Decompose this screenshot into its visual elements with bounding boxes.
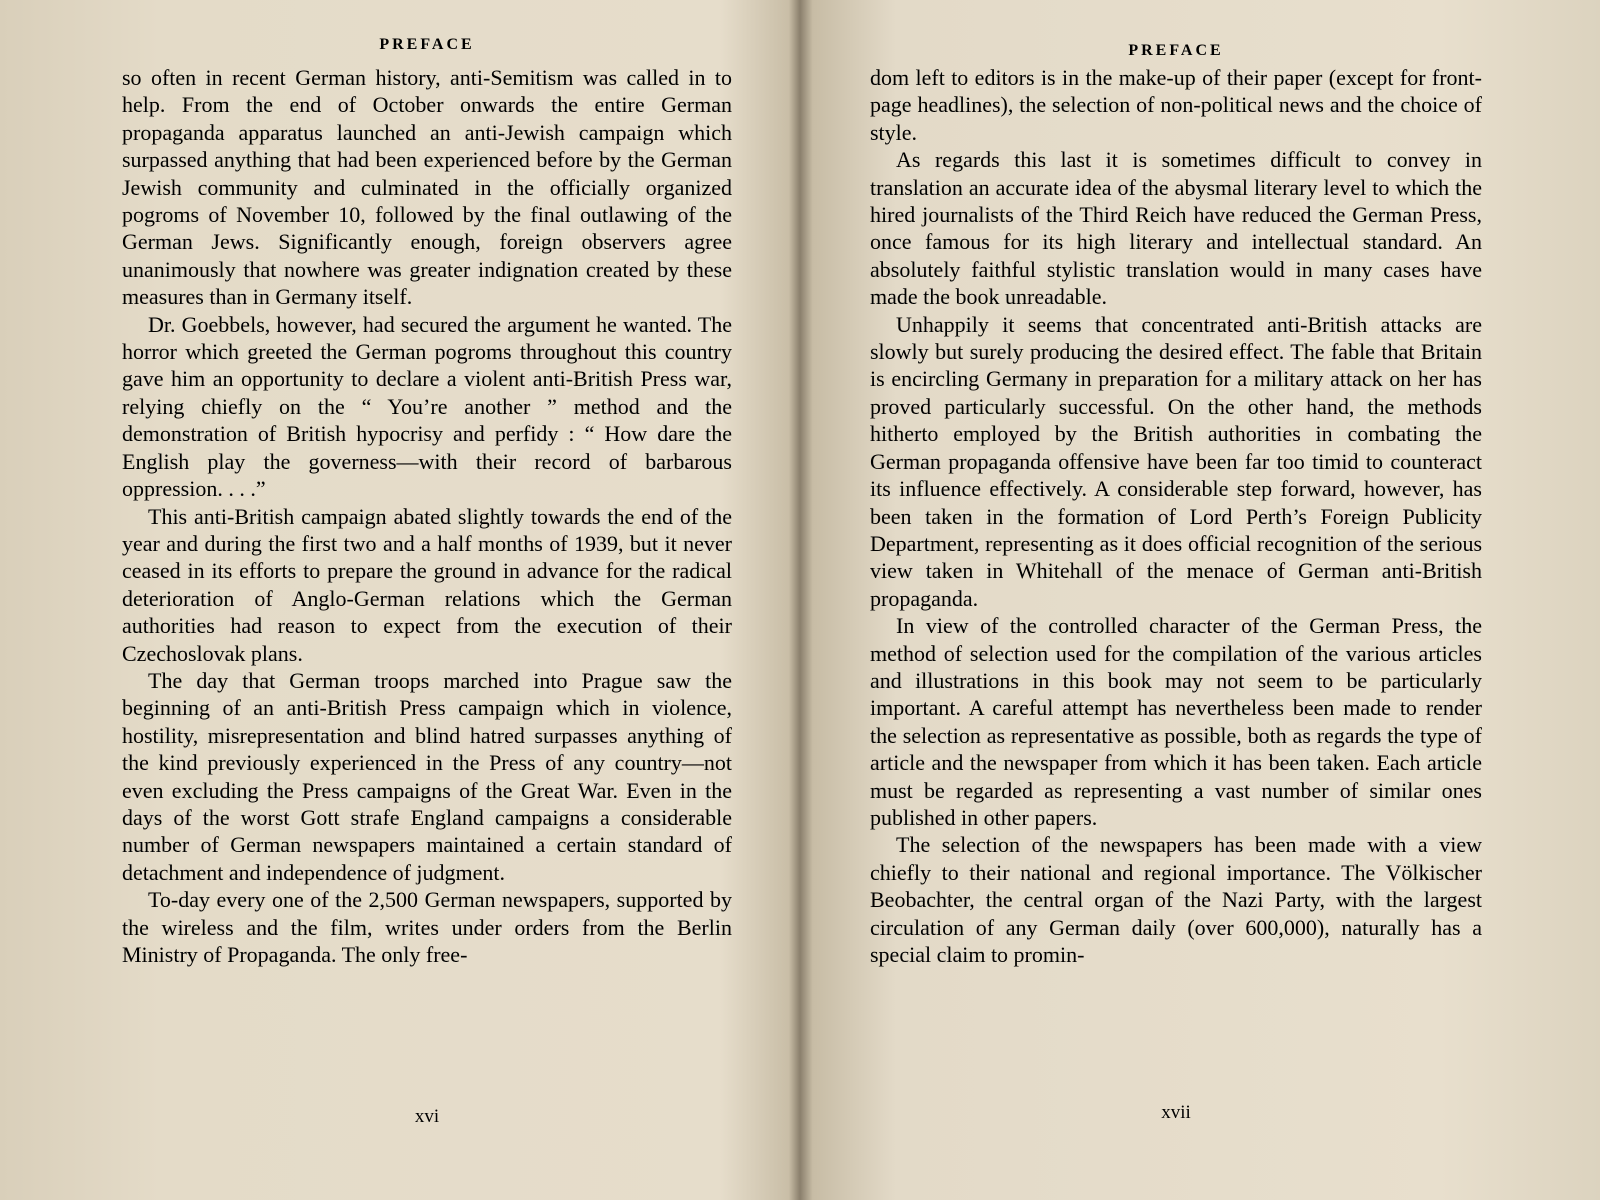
right-page-number: xvii [1161, 1102, 1191, 1123]
right-running-head: PREFACE [1128, 42, 1224, 59]
left-paragraph-3: This anti-British campaign abated slightly towards the end of the year and during the first two and a half months of 1939, but it never ceased in its efforts to prepare the ground in advance for the radical deterioration of Anglo-German relations which the German authorities had reason to expect from the execution of their Czechoslovak plans. [122, 503, 732, 666]
right-paragraph-5: The selection of the newspapers has been made with a view chiefly to their national and regional importance. The Völkischer Beobachter, the central organ of the Nazi Party, with the largest circulation of any German daily (over 600,000), naturally has a special claim to promin- [870, 832, 1482, 967]
left-paragraph-4: The day that German troops marched into Prague saw the beginning of an anti-British Press campaign which in violence, hostility, misrepresentation and blind hatred surpasses anything of the kind previously experienced in the Press of any country—not even excluding the Press campaigns of the Great War. Even in the days of the worst Gott strafe England campaigns a considerable number of German newspapers maintained a certain standard of detachment and independence of judgment. [122, 667, 732, 885]
right-paragraph-1: dom left to editors is in the make-up of their paper (except for front-page headlines), the selection of non-political news and the choice of style. [870, 65, 1482, 145]
right-paragraph-3: Unhappily it seems that concentrated anti-British attacks are slowly but surely producing the desired effect. The fable that Britain is encircling Germany in preparation for a military attack on her has proved particularly successful. On the other hand, the methods hitherto employed by the British authorities in combating the German propaganda offensive have been far too timid to counteract its influence effectively. A considerable step forward, however, has been taken in the formation of Lord Perth’s Foreign Publicity Department, representing as it does official recognition of the serious view taken in Whitehall of the menace of German anti-British propaganda. [870, 311, 1482, 611]
left-running-head: PREFACE [379, 36, 475, 53]
right-paragraph-4: In view of the controlled character of the German Press, the method of selection used for the compilation of the various articles and illustrations in this book may not seem to be particularly important. A careful attempt has nevertheless been made to render the selection as representative as possible, both as regards the type of article and the newspaper from which it has been taken. Each article must be regarded as representing a vast number of similar ones published in other papers. [870, 613, 1482, 830]
left-page-number: xvi [414, 1106, 440, 1127]
left-page-body [122, 64, 732, 968]
left-paragraph-1: so often in recent German history, anti-Semitism was called in to help. From the end of October onwards the entire German propaganda apparatus launched an anti-Jewish campaign which surpassed anything that had been experienced before by the German Jewish community and culminated in the officially organized pogroms of November 10, followed by the final outlawing of the German Jews. Significantly enough, foreign observers agree unanimously that nowhere was greater indignation created by these measures than in Germany itself. [122, 65, 732, 310]
right-page-body [870, 64, 1482, 968]
left-paragraph-2: Dr. Goebbels, however, had secured the argument he wanted. The horror which greeted the German pogroms throughout this country gave him an opportunity to declare a violent anti-British Press war, relying chiefly on the “ You’re another ” method and the demonstration of British hypocrisy and perfidy : “ How dare the English play the governess—with their record of barbarous oppression. . . .” [122, 311, 732, 502]
right-paragraph-2: As regards this last it is sometimes difficult to convey in translation an accurate idea of the abysmal literary level to which the hired journalists of the Third Reich have reduced the German Press, once famous for its high literary and intellectual standard. An absolutely faithful stylistic translation would in many cases have made the book unreadable. [870, 147, 1482, 310]
left-paragraph-5: To-day every one of the 2,500 German newspapers, supported by the wireless and the film, writes under orders from the Berlin Ministry of Propaganda. The only free- [122, 887, 732, 967]
